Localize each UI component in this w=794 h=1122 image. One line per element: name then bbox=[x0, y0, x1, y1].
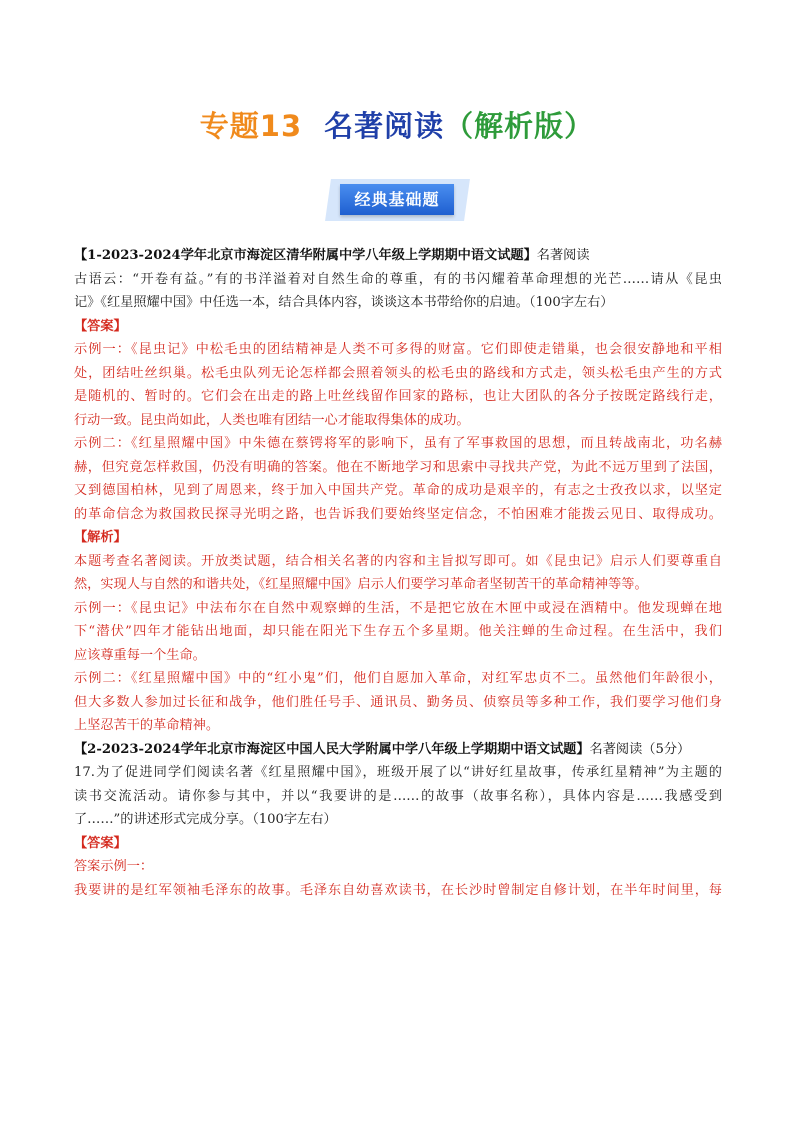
q1-source-header: 【1-2023-2024学年北京市海淀区清华附属中学八年级上学期期中语文试题】 bbox=[74, 248, 537, 263]
q1-header-tail: 名著阅读 bbox=[536, 248, 590, 263]
q1-analysis-line: 上坚忍苦干的革命精神。 bbox=[74, 718, 220, 733]
q2-prompt-line: 了……”的讲述形式完成分享。（100字左右） bbox=[74, 812, 337, 827]
document-body bbox=[74, 244, 722, 902]
section-badge: 经典基础题 bbox=[340, 184, 454, 215]
q1-analysis-line: 示例二：《红星照耀中国》中的“红小鬼”们，他们自愿加入革命，对红军忠贞不二。虽然他们年龄很小， bbox=[74, 671, 722, 686]
q1-prompt-line: 记》《红星照耀中国》中任选一本，结合具体内容，谈谈这本书带给你的启迪。（100字左右） bbox=[74, 295, 614, 310]
title-edition: （解析版） bbox=[444, 109, 595, 143]
q1-analysis-line: 应该尊重每一个生命。 bbox=[74, 647, 206, 663]
q2-answer-line: 答案示例一： bbox=[74, 859, 154, 874]
q1-answer-line: 处，团结吐丝织巢。松毛虫队列无论怎样都会照着领头的松毛虫的路线和方式走，领头松毛虫产生的方式 bbox=[74, 365, 722, 381]
q1-analysis-line: 但大多数人参加过长征和战争，他们胜任号手、通讯员、勤务员、侦察员等多种工作，我们要学习他们身 bbox=[74, 694, 722, 710]
q1-answer-line: 赫，但究竟怎样救国，仍没有明确的答案。他在不断地学习和思索中寻找共产党，为此不远万里到了法国， bbox=[74, 459, 722, 475]
q1-answer-line: 是随机的、暂时的。它们会在出走的路上吐丝线留作回家的路标，也让大团队的各分子按既定路线行走， bbox=[74, 389, 722, 404]
q1-answer-line: 行动一致。昆虫尚如此，人类也唯有团结一心才能取得集体的成功。 bbox=[74, 412, 470, 428]
q1-analysis-line: 本题考查名著阅读。开放类试题，结合相关名著的内容和主旨拟写即可。如《昆虫记》启示人们要尊重自 bbox=[74, 553, 722, 569]
page-title bbox=[0, 104, 794, 145]
q2-source-header: 【2-2023-2024学年北京市海淀区中国人民大学附属中学八年级上学期期中语文试题】 bbox=[74, 741, 590, 757]
q1-answer-line: 又到德国柏林，见到了周恩来，终于加入中国共产党。革命的成功是艰辛的，有志之士孜孜以求，以坚定 bbox=[74, 483, 722, 498]
q2-header-tail: 名著阅读（5分） bbox=[589, 741, 691, 757]
q1-answer-line: 示例一：《昆虫记》中松毛虫的团结精神是人类不可多得的财富。它们即使走错巢，也会很安静地和平相 bbox=[74, 342, 722, 357]
q2-answer-label: 【答案】 bbox=[74, 835, 127, 851]
q2-prompt-line: 17.为了促进同学们阅读名著《红星照耀中国》，班级开展了以“讲好红星故事，传承红星精神”为主题的 bbox=[74, 765, 722, 780]
title-topic-name: 名著阅读 bbox=[324, 109, 445, 143]
q2-prompt-line: 读书交流活动。请你参与其中，并以“我要讲的是……的故事（故事名称），具体内容是……我感受到 bbox=[74, 788, 722, 804]
q1-prompt-line: 古语云：“开卷有益。”有的书洋溢着对自然生命的尊重，有的书闪耀着革命理想的光芒……请从《昆虫 bbox=[74, 271, 722, 287]
q1-header-line bbox=[74, 244, 722, 268]
q1-answer-line: 示例二：《红星照耀中国》中朱德在蔡锷将军的影响下，虽有了军事救国的思想，而且转战南北，功名赫 bbox=[74, 436, 722, 451]
q1-answer-line: 的革命信念为救国救民探寻光明之路，也告诉我们要始终坚定信念，不怕困难才能拨云见日、取得成功。 bbox=[74, 506, 722, 522]
q1-analysis-label: 【解析】 bbox=[74, 530, 127, 545]
q2-answer-line: 我要讲的是红军领袖毛泽东的故事。毛泽东自幼喜欢读书，在长沙时曾制定自修计划，在半年时间里，每 bbox=[74, 882, 722, 898]
q1-analysis-line: 下“潜伏”四年才能钻出地面，却只能在阳光下生存五个多星期。他关注蝉的生命过程。在生活中，我们 bbox=[74, 624, 722, 639]
q1-analysis-line: 示例一：《昆虫记》中法布尔在自然中观察蝉的生活，不是把它放在木匣中或浸在酒精中。他发现蝉在地 bbox=[74, 600, 722, 616]
q1-answer-label: 【答案】 bbox=[74, 318, 127, 334]
q2-header-line bbox=[74, 738, 722, 762]
title-topic-number: 专题13 bbox=[199, 109, 303, 143]
q1-analysis-line: 然，实现人与自然的和谐共处，《红星照耀中国》启示人们要学习革命者坚韧苦干的革命精神等等。 bbox=[74, 577, 648, 592]
